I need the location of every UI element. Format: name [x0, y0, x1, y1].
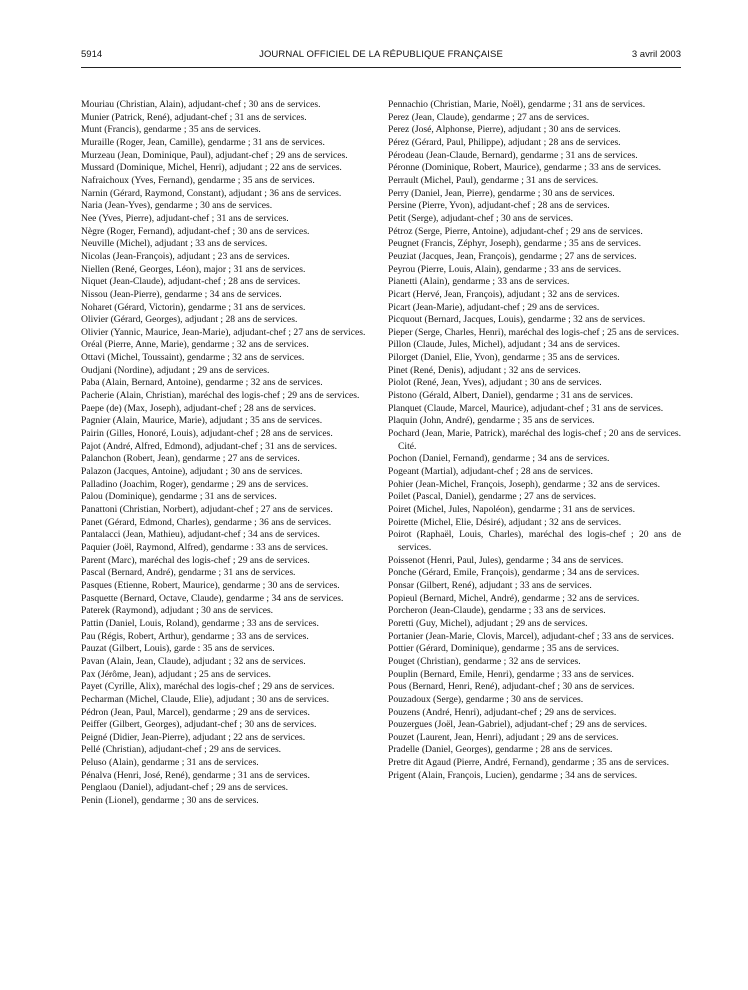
list-item: Perez (José, Alphonse, Pierre), adjudant ; 30 ans de services. [388, 124, 621, 136]
list-item: Noharet (Gérard, Victorin), gendarme ; 31 ans de services. [81, 301, 306, 313]
list-item: Niquet (Jean-Claude), adjudant-chef ; 28 ans de services. [81, 276, 301, 288]
list-item: Murzeau (Jean, Dominique, Paul), adjudant-chef ; 29 ans de services. [81, 149, 348, 161]
journal-title: JOURNAL OFFICIEL DE LA RÉPUBLIQUE FRANÇAISE [259, 49, 503, 60]
list-item: Poiret (Michel, Jules, Napoléon), gendarme ; 31 ans de services. [388, 504, 635, 515]
list-item: Porcheron (Jean-Claude), gendarme ; 33 ans de services. [388, 605, 606, 617]
list-item: Oudjani (Nordine), adjudant ; 29 ans de services. [81, 364, 270, 376]
page-header [81, 49, 681, 63]
list-item: Pauzat (Gilbert, Louis), garde : 35 ans de services. [81, 643, 275, 655]
list-item: Pradelle (Daniel, Georges), gendarme ; 28 ans de services. [388, 744, 613, 756]
list-item: Pilorget (Daniel, Elie, Yvon), gendarme ; 35 ans de services. [388, 352, 620, 364]
header-rule [81, 67, 681, 68]
list-item: Parent (Marc), maréchal des logis-chef ; 29 ans de services. [81, 554, 310, 566]
list-item: Pouplin (Bernard, Emile, Henri), gendarme ; 33 ans de services. [388, 668, 634, 680]
list-item: Pantalacci (Jean, Mathieu), adjudant-chef ; 34 ans de services. [81, 529, 320, 541]
list-item: Portanier (Jean-Marie, Clovis, Marcel), adjudant-chef ; 33 ans de services. [388, 630, 674, 642]
list-item: Peluso (Alain), gendarme ; 31 ans de services. [81, 757, 259, 769]
list-item: Payet (Cyrille, Alix), maréchal des logis-chef ; 29 ans de services. [81, 681, 335, 693]
list-item: Pascal (Bernard, André), gendarme ; 31 ans de services. [81, 567, 296, 579]
list-item: Palazon (Jacques, Antoine), adjudant ; 30 ans de services. [81, 466, 303, 478]
list-item: Perez (Jean, Claude), gendarme ; 27 ans de services. [388, 111, 590, 123]
list-item: Picart (Hervé, Jean, François), adjudant ; 32 ans de services. [388, 288, 620, 300]
list-item: Pochon (Daniel, Fernand), gendarme ; 34 ans de services. [388, 453, 610, 465]
list-item: Popieul (Bernard, Michel, André), gendarme ; 32 ans de services. [388, 592, 640, 604]
list-item: Pouzens (André, Henri), adjudant-chef ; 29 ans de services. [388, 706, 617, 718]
list-item: Poretti (Guy, Michel), adjudant ; 29 ans de services. [388, 617, 588, 629]
list-item: Narnin (Gérard, Raymond, Constant), adjudant ; 36 ans de services. [81, 187, 342, 199]
list-item: Pasquette (Bernard, Octave, Claude), gendarme ; 34 ans de services. [81, 592, 344, 604]
list-item: Pochard (Jean, Marie, Patrick), maréchal des logis-chef ; 20 ans de services. Cité. [388, 428, 681, 452]
list-item: Munier (Patrick, René), adjudant-chef ; 31 ans de services. [81, 111, 307, 123]
list-item: Niellen (René, Georges, Léon), major ; 31 ans de services. [81, 263, 306, 275]
list-item: Pérodeau (Jean-Claude, Bernard), gendarme ; 31 ans de services. [388, 149, 638, 161]
list-item: Pellé (Christian), adjudant-chef ; 29 ans de services. [81, 744, 282, 756]
list-item: Pohier (Jean-Michel, François, Joseph), gendarme ; 32 ans de services. [388, 478, 661, 490]
list-item: Peuziat (Jacques, Jean, François), gendarme ; 27 ans de services. [388, 250, 637, 262]
list-item: Pax (Jérôme, Jean), adjudant ; 25 ans de services. [81, 668, 271, 680]
list-item: Paterek (Raymond), adjudant ; 30 ans de services. [81, 605, 274, 617]
list-item: Munt (Francis), gendarme ; 35 ans de services. [81, 124, 261, 136]
list-item: Paquier (Joël, Raymond, Alfred), gendarme : 33 ans de services. [81, 541, 328, 553]
list-item: Oréal (Pierre, Anne, Marie), gendarme ; 32 ans de services. [81, 339, 309, 351]
list-item: Pau (Régis, Robert, Arthur), gendarme ; 33 ans de services. [81, 630, 309, 642]
list-item: Olivier (Gérard, Georges), adjudant ; 28 ans de services. [81, 314, 298, 326]
list-item: Peugnet (Francis, Zéphyr, Joseph), gendarme ; 35 ans de services. [388, 238, 641, 250]
list-item: Piolot (René, Jean, Yves), adjudant ; 30 ans de services. [388, 377, 602, 389]
list-item: Paba (Alain, Bernard, Antoine), gendarme ; 32 ans de services. [81, 377, 323, 389]
list-item: Picquout (Bernard, Jacques, Louis), gendarme ; 32 ans de services. [388, 314, 646, 326]
list-item: Nicolas (Jean-François), adjudant ; 23 ans de services. [81, 250, 290, 262]
list-item: Pénalva (Henri, José, René), gendarme ; 31 ans de services. [81, 769, 310, 781]
left-column [81, 99, 374, 808]
list-item: Pattin (Daniel, Louis, Roland), gendarme ; 33 ans de services. [81, 617, 319, 629]
list-item: Nee (Yves, Pierre), adjudant-chef ; 31 ans de services. [81, 212, 289, 224]
list-item: Pédron (Jean, Paul, Marcel), gendarme ; 29 ans de services. [81, 706, 310, 718]
list-item: Penglaou (Daniel), adjudant-chef ; 29 ans de services. [81, 782, 288, 794]
list-item: Pouget (Christian), gendarme ; 32 ans de services. [388, 655, 581, 667]
list-item: Ponche (Gérard, Emile, François), gendarme ; 34 ans de services. [388, 567, 640, 579]
list-item: Palou (Dominique), gendarme ; 31 ans de services. [81, 491, 277, 503]
list-item: Pottier (Gérard, Dominique), gendarme ; 35 ans de services. [388, 643, 619, 655]
list-item: Pecharman (Michel, Claude, Elie), adjudant ; 30 ans de services. [81, 693, 330, 705]
list-item: Prigent (Alain, François, Lucien), gendarme ; 34 ans de services. [388, 769, 638, 781]
list-item: Pacherie (Alain, Christian), maréchal des logis-chef ; 29 ans de services. [81, 390, 360, 402]
list-item: Mussard (Dominique, Michel, Henri), adjudant ; 22 ans de services. [81, 162, 342, 174]
list-item: Péronne (Dominique, Robert, Maurice), gendarme ; 33 ans de services. [388, 162, 662, 174]
list-item: Planquet (Claude, Marcel, Maurice), adjudant-chef ; 31 ans de services. [388, 402, 664, 414]
list-item: Nègre (Roger, Fernand), adjudant-chef ; 30 ans de services. [81, 225, 310, 237]
list-item: Ponsar (Gilbert, René), adjudant ; 33 ans de services. [388, 579, 592, 591]
list-item: Nafraichoux (Yves, Fernand), gendarme ; 35 ans de services. [81, 174, 315, 186]
list-item: Pianetti (Alain), gendarme ; 33 ans de services. [388, 276, 570, 288]
list-item: Pouzergues (Joël, Jean-Gabriel), adjudant-chef ; 29 ans de services. [388, 719, 648, 731]
list-item: Pérez (Gérard, Paul, Philippe), adjudant ; 28 ans de services. [388, 136, 621, 148]
list-item: Pretre dit Agaud (Pierre, André, Fernand), gendarme ; 35 ans de services. [388, 757, 670, 769]
list-item: Pavan (Alain, Jean, Claude), adjudant ; 32 ans de services. [81, 655, 306, 667]
list-item: Plaquin (John, André), gendarme ; 35 ans de services. [388, 415, 595, 427]
publication-date: 3 avril 2003 [631, 49, 681, 60]
list-item: Palladino (Joachim, Roger), gendarme ; 29 ans de services. [81, 478, 309, 490]
list-item: Poissenot (Henri, Paul, Jules), gendarme ; 34 ans de services. [388, 554, 624, 566]
list-item: Peigné (Didier, Jean-Pierre), adjudant ; 22 ans de services. [81, 731, 306, 743]
list-item: Peyrou (Pierre, Louis, Alain), gendarme ; 33 ans de services. [388, 263, 622, 275]
list-item: Pairin (Gilles, Honoré, Louis), adjudant-chef ; 28 ans de services. [81, 428, 333, 440]
list-item: Peiffer (Gilbert, Georges), adjudant-chef ; 30 ans de services. [81, 719, 317, 731]
list-item: Pinet (René, Denis), adjudant ; 32 ans de services. [388, 364, 581, 376]
list-item: Perrault (Michel, Paul), gendarme ; 31 ans de services. [388, 174, 599, 186]
list-item: Pagnier (Alain, Maurice, Marie), adjudant ; 35 ans de services. [81, 415, 323, 427]
list-item: Palanchon (Robert, Jean), gendarme ; 27 ans de services. [81, 453, 300, 465]
list-item: Ottavi (Michel, Toussaint), gendarme ; 32 ans de services. [81, 352, 305, 364]
list-item: Petit (Serge), adjudant-chef ; 30 ans de services. [388, 212, 573, 224]
list-item: Pouzet (Laurent, Jean, Henri), adjudant ; 29 ans de services. [388, 731, 619, 743]
page-number: 5914 [81, 49, 103, 60]
list-item: Naria (Jean-Yves), gendarme ; 30 ans de services. [81, 200, 273, 212]
list-item: Paepe (de) (Max, Joseph), adjudant-chef ; 28 ans de services. [81, 402, 316, 414]
list-item: Pillon (Claude, Jules, Michel), adjudant ; 34 ans de services. [388, 339, 621, 351]
list-item: Olivier (Yannic, Maurice, Jean-Marie), adjudant-chef ; 27 ans de services. [81, 326, 366, 338]
list-item: Poilet (Pascal, Daniel), gendarme ; 27 ans de services. [388, 491, 597, 503]
list-item: Picart (Jean-Marie), adjudant-chef ; 29 ans de services. [388, 301, 600, 313]
list-item: Poirot (Raphaël, Louis, Charles), maréchal des logis-chef ; 20 ans de services. [388, 529, 681, 553]
list-item: Pasques (Etienne, Robert, Maurice), gendarme ; 30 ans de services. [81, 579, 340, 591]
list-item: Pous (Bernard, Henri, René), adjudant-chef ; 30 ans de services. [388, 681, 635, 693]
right-column [388, 99, 681, 782]
list-item: Pouzadoux (Serge), gendarme ; 30 ans de services. [388, 693, 584, 705]
list-item: Pétroz (Serge, Pierre, Antoine), adjudant-chef ; 29 ans de services. [388, 225, 643, 237]
list-item: Persine (Pierre, Yvon), adjudant-chef ; 28 ans de services. [388, 200, 610, 212]
list-item: Penin (Lionel), gendarme ; 30 ans de services. [81, 795, 259, 807]
list-item: Neuville (Michel), adjudant ; 33 ans de services. [81, 238, 268, 250]
list-item: Muraille (Roger, Jean, Camille), gendarme ; 31 ans de services. [81, 136, 325, 148]
list-item: Perry (Daniel, Jean, Pierre), gendarme ; 30 ans de services. [388, 187, 615, 199]
list-item: Poirette (Michel, Elie, Désiré), adjudant ; 32 ans de services. [388, 516, 622, 528]
list-item: Pieper (Serge, Charles, Henri), maréchal des logis-chef ; 25 ans de services. [388, 326, 679, 338]
list-item: Pajot (André, Alfred, Edmond), adjudant-chef ; 31 ans de services. [81, 440, 338, 452]
list-item: Pistono (Gérald, Albert, Daniel), gendarme ; 31 ans de services. [388, 390, 633, 402]
list-item: Panet (Gérard, Edmond, Charles), gendarme ; 36 ans de services. [81, 516, 332, 528]
list-item: Nissou (Jean-Pierre), gendarme ; 34 ans de services. [81, 288, 282, 300]
list-item: Panattoni (Christian, Norbert), adjudant-chef ; 27 ans de services. [81, 504, 333, 515]
list-item: Pennachio (Christian, Marie, Noël), gendarme ; 31 ans de services. [388, 99, 646, 110]
list-item: Mouriau (Christian, Alain), adjudant-chef ; 30 ans de services. [81, 99, 321, 110]
list-item: Pogeant (Martial), adjudant-chef ; 28 ans de services. [388, 466, 593, 478]
